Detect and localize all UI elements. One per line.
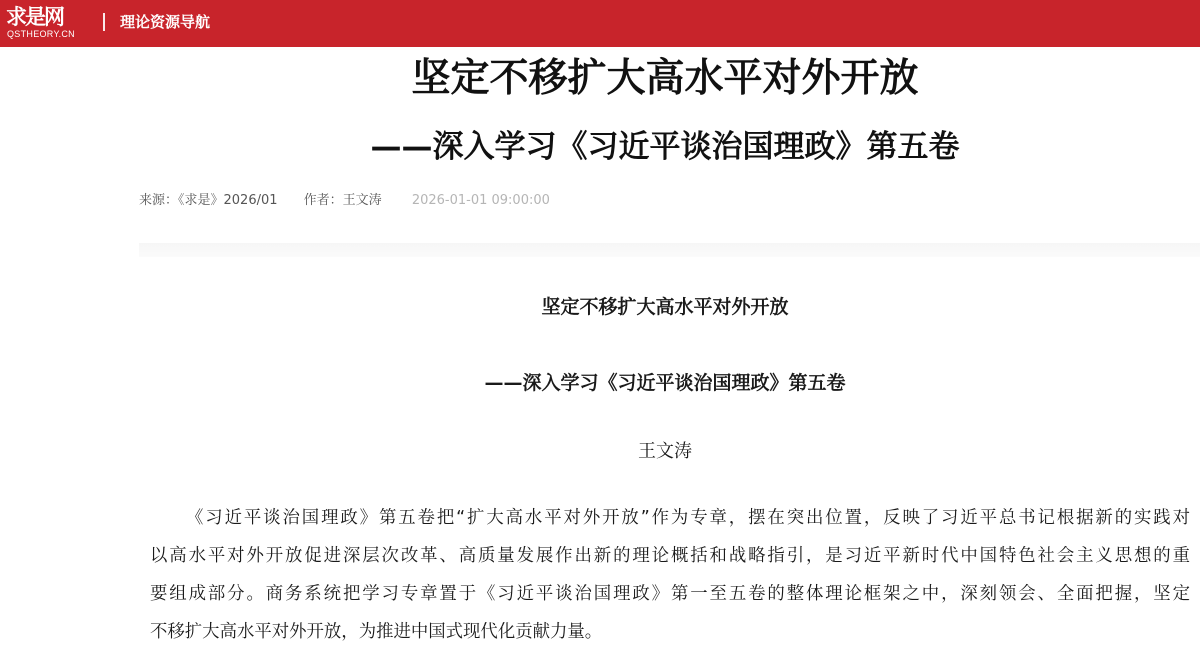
body-subtitle: ——深入学习《习近平谈治国理政》第五卷: [484, 372, 846, 394]
body-author: 王文涛: [638, 441, 692, 462]
resource-nav-link[interactable]: 理论资源导航: [120, 13, 211, 31]
article-datetime: 2026-01-01 09:00:00: [411, 193, 550, 208]
qstheory-logo[interactable]: [6, 5, 96, 43]
paragraph-line: 不移扩大高水平对外开放，为推进中国式现代化贡献力量。: [150, 622, 603, 642]
article-title: 坚定不移扩大高水平对外开放: [411, 56, 919, 101]
article-meta: [139, 190, 550, 212]
article-subtitle: ——深入学习《习近平谈治国理政》第五卷: [370, 129, 960, 165]
article-paragraph: [150, 499, 1190, 651]
logo-text: 求是网: [6, 5, 63, 29]
article-source: 来源：《求是》2026/01: [139, 193, 278, 208]
logo-domain: QSTHEORY.CN: [7, 29, 75, 39]
paragraph-line: 要组成部分。商务系统把学习专章置于《习近平谈治国理政》第一至五卷的整体理论框架之中，深刻领会、全面把握，坚定: [150, 584, 1190, 604]
paragraph-line: 《习近平谈治国理政》第五卷把“扩大高水平对外开放”作为专章，摆在突出位置，反映了习近平总书记根据新的实践对: [186, 508, 1190, 528]
article-author: 作者：王文涛: [303, 193, 382, 208]
paragraph-line: 以高水平对外开放促进深层次改革、高质量发展作出新的理论概括和战略指引，是习近平新时代中国特色社会主义思想的重: [150, 546, 1190, 566]
meta-divider: [139, 243, 1200, 257]
site-header: [0, 0, 1200, 47]
body-title: 坚定不移扩大高水平对外开放: [541, 296, 789, 318]
header-divider: [103, 13, 105, 31]
